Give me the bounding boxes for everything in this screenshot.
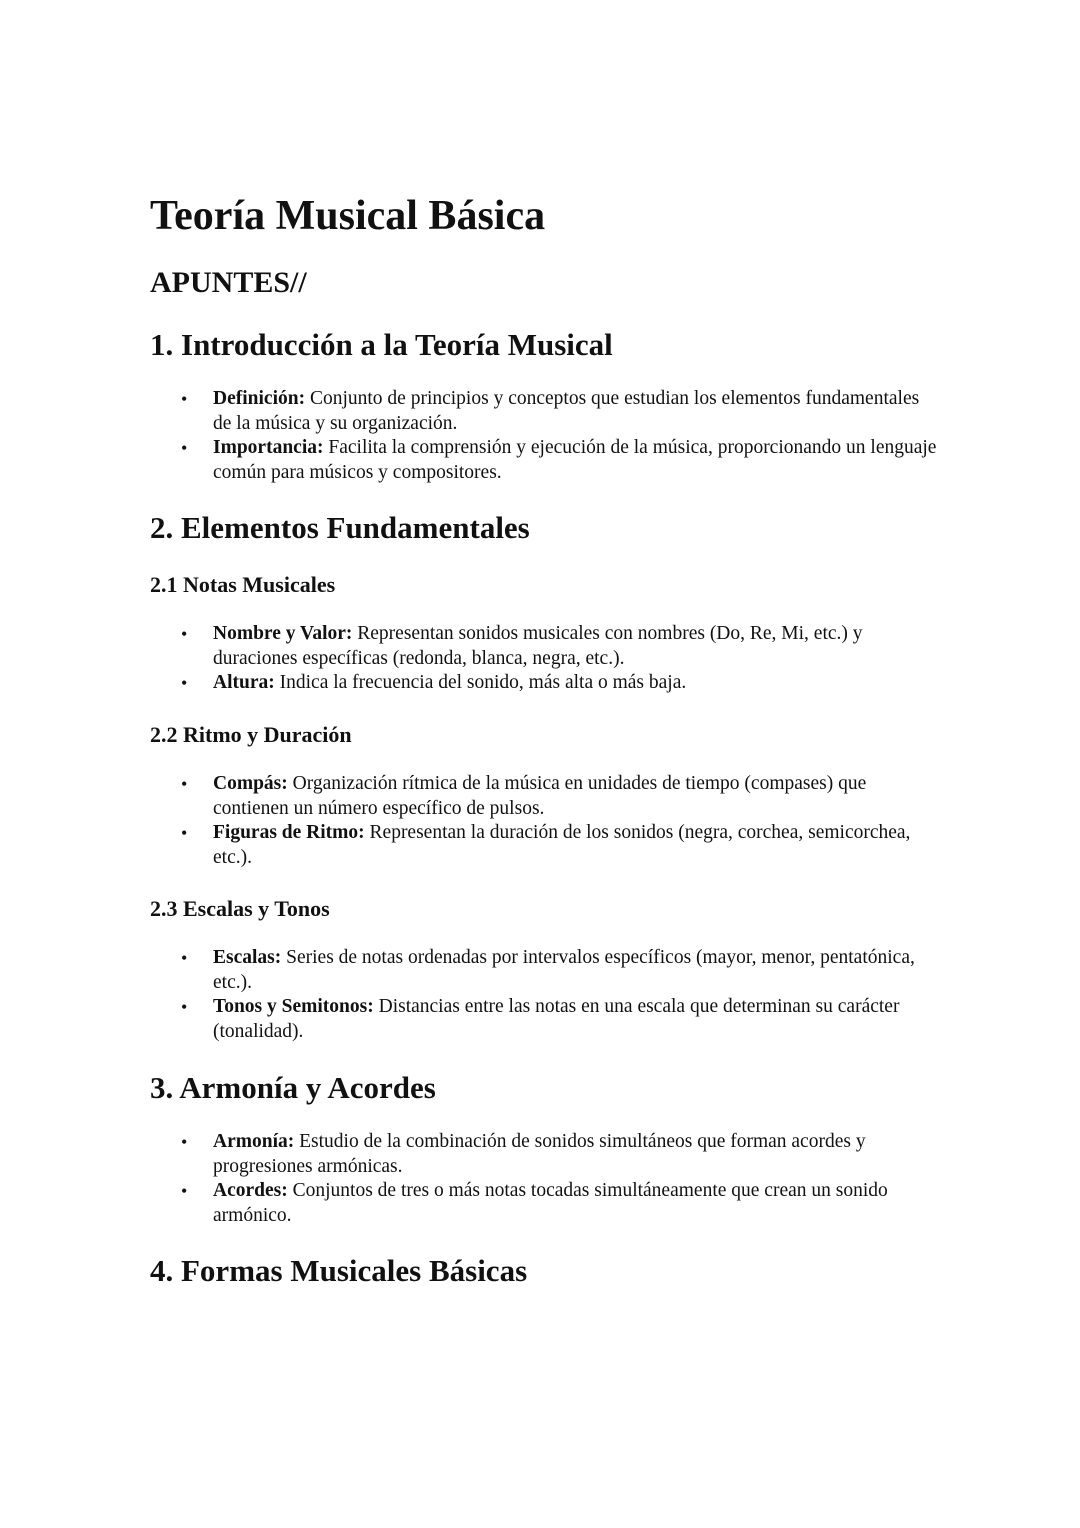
bullet-list-notas — [150, 622, 940, 696]
list-item — [150, 946, 940, 995]
item-term: Definición: — [213, 388, 306, 409]
list-item — [150, 772, 940, 821]
item-term: Figuras de Ritmo: — [213, 822, 365, 843]
item-text: Conjuntos de tres o más notas tocadas simultáneamente que crean un sonido armónico. — [213, 1180, 888, 1226]
document-subtitle: APUNTES// — [150, 266, 307, 299]
item-term: Importancia: — [213, 437, 324, 458]
item-text: Representan la duración de los sonidos (negra, corchea, semicorchea, etc.). — [213, 822, 911, 868]
document-title: Teoría Musical Básica — [150, 193, 546, 239]
bullet-icon: • — [181, 997, 188, 1017]
item-term: Nombre y Valor: — [213, 623, 353, 644]
bullet-list-ritmo — [150, 772, 940, 870]
subsection-heading-escalas: 2.3 Escalas y Tonos — [150, 896, 330, 921]
bullet-icon: • — [181, 823, 188, 843]
subsection-heading-ritmo: 2.2 Ritmo y Duración — [150, 722, 352, 747]
bullet-icon: • — [181, 948, 188, 968]
bullet-list-escalas — [150, 946, 940, 1044]
list-item — [150, 1130, 940, 1179]
item-term: Tonos y Semitonos: — [213, 996, 374, 1017]
bullet-list-armonia — [150, 1130, 940, 1228]
item-term: Altura: — [213, 672, 275, 693]
list-item — [150, 821, 940, 870]
item-text: Indica la frecuencia del sonido, más alta o más baja. — [274, 672, 687, 693]
item-text: Distancias entre las notas en una escala que determinan su carácter (tonalidad). — [213, 996, 900, 1042]
item-text: Representan sonidos musicales con nombres (Do, Re, Mi, etc.) y duraciones específicas (redonda, blanca, negra, etc.). — [213, 623, 863, 669]
list-item — [150, 387, 940, 436]
item-text: Facilita la comprensión y ejecución de la música, proporcionando un lenguaje común para músicos y compositores. — [213, 437, 937, 483]
list-item — [150, 1179, 940, 1228]
section-heading-armonia: 3. Armonía y Acordes — [150, 1070, 436, 1105]
item-text: Conjunto de principios y conceptos que estudian los elementos fundamentales de la música y su organización. — [213, 388, 920, 434]
list-item — [150, 995, 940, 1044]
item-term: Escalas: — [213, 947, 282, 968]
item-text: Organización rítmica de la música en unidades de tiempo (compases) que contienen un número específico de pulsos. — [213, 773, 867, 819]
bullet-icon: • — [181, 1181, 188, 1201]
bullet-icon: • — [181, 673, 188, 693]
bullet-list-intro — [150, 387, 940, 485]
bullet-icon: • — [181, 624, 188, 644]
section-heading-formas: 4. Formas Musicales Básicas — [150, 1253, 528, 1288]
item-text: Series de notas ordenadas por intervalos específicos (mayor, menor, pentatónica, etc.). — [213, 947, 915, 993]
section-heading-elementos: 2. Elementos Fundamentales — [150, 510, 530, 545]
section-heading-intro: 1. Introducción a la Teoría Musical — [150, 327, 613, 362]
subsection-heading-notas: 2.1 Notas Musicales — [150, 572, 336, 597]
item-term: Armonía: — [213, 1131, 295, 1152]
list-item — [150, 622, 940, 671]
list-item — [150, 436, 940, 485]
list-item — [150, 671, 940, 696]
bullet-icon: • — [181, 774, 188, 794]
item-text: Estudio de la combinación de sonidos simultáneos que forman acordes y progresiones armónicas. — [213, 1131, 866, 1177]
bullet-icon: • — [181, 1132, 188, 1152]
item-term: Compás: — [213, 773, 288, 794]
item-term: Acordes: — [213, 1180, 288, 1201]
bullet-icon: • — [181, 438, 188, 458]
bullet-icon: • — [181, 389, 188, 409]
